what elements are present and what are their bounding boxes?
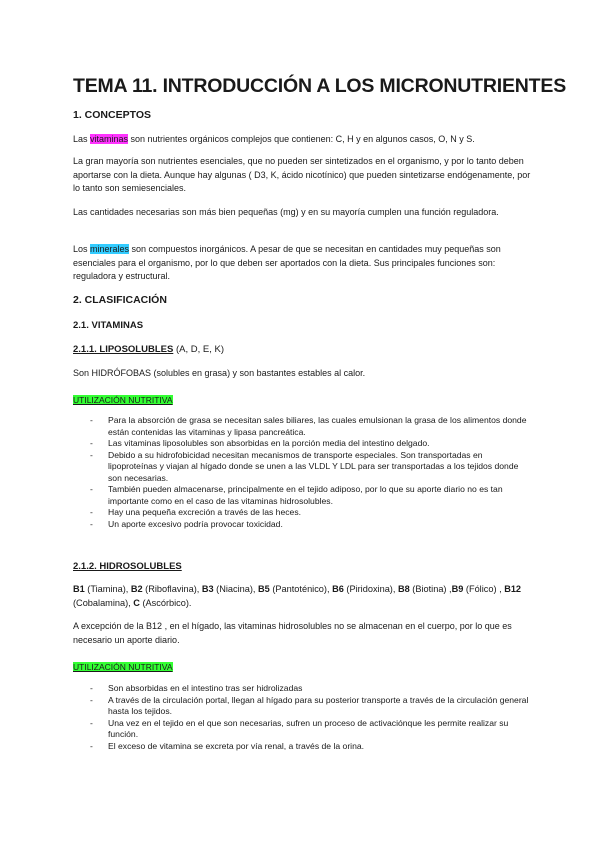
text: son compuestos inorgánicos. A pesar de que se necesitan en cantidades muy pequeñas son esenciales para el organismo, por lo que deben ser aportados con la dieta. Sus principales funciones son: reguladora y estructural. — [73, 244, 501, 281]
label-utilizacion-1 — [73, 390, 533, 408]
vitamin-name: (Riboflavina), — [142, 584, 202, 594]
vitamin-code: B9 — [451, 584, 464, 594]
list-item: - Son absorbidas en el intestino tras ser hidrolizadas — [73, 683, 533, 695]
vitamin-code: B1 — [73, 584, 85, 594]
vitamin-code: B5 — [258, 584, 270, 594]
vitamin-code: B8 — [397, 584, 410, 594]
paragraph-b12: A excepción de la B12 , en el hígado, las vitaminas hidrosolubles no se almacenan en el cuerpo, por lo que es necesario un aporte diario. — [73, 621, 512, 645]
vitamin-name: (Pantoténico), — [269, 584, 333, 594]
subsection-heading-liposolubles — [73, 344, 533, 355]
vitamin-name: (Piridoxina), — [343, 584, 398, 594]
paragraph-vitaminas — [73, 133, 533, 147]
page-title: TEMA 11. INTRODUCCIÓN A LOS MICRONUTRIENTES — [73, 75, 567, 97]
section-heading-clasificacion: 2. CLASIFICACIÓN — [73, 294, 167, 306]
paragraph-hidrofobas: Son HIDRÓFOBAS (solubles en grasa) y son bastantes estables al calor. — [73, 368, 366, 378]
list-item: - Para la absorción de grasa se necesitan sales biliares, las cuales emulsionan la grasa de los alimentos donde están contenidas las vitaminas y lipasa pancreática. — [73, 415, 533, 438]
section-heading-conceptos: 1. CONCEPTOS — [73, 109, 151, 121]
paragraph-hidrosolubles-list — [73, 583, 533, 610]
vitamin-code: B3 — [201, 584, 214, 594]
vitamin-code: B12 — [504, 584, 522, 594]
heading-tail: (A, D, E, K) — [173, 344, 224, 355]
vitamin-name: (Tiamina), — [84, 584, 131, 594]
text: Los — [73, 244, 91, 254]
vitamin-name: (Fólico) , — [463, 584, 505, 594]
list-item: - Hay una pequeña excreción a través de las heces. — [73, 507, 533, 519]
subsection-heading-vitaminas: 2.1. VITAMINAS — [73, 320, 144, 331]
list-hidrosolubles — [73, 683, 533, 752]
list-item: - A través de la circulación portal, llegan al hígado para su posterior transporte a través de la circulación general hasta los tejidos. — [73, 695, 533, 718]
paragraph-cantidades: Las cantidades necesarias son más bien pequeñas (mg) y en su mayoría cumplen una función reguladora. — [73, 207, 499, 217]
vitamin-code: B2 — [130, 584, 143, 594]
heading-text: 2.1.2. HIDROSOLUBLES — [73, 561, 182, 572]
list-item: - Una vez en el tejido en el que son necesarias, sufren un proceso de activaciónque les permite realizar su función. — [73, 718, 533, 741]
text: son nutrientes orgánicos complejos que contienen: C, H y en algunos casos, O, N y S. — [128, 134, 475, 144]
vitamin-name: (Ascórbico). — [139, 597, 192, 608]
highlight-minerales: minerales — [90, 244, 130, 254]
highlight-utilizacion: UTILIZACIÓN NUTRITIVA — [73, 395, 173, 405]
vitamin-name: (Niacina), — [213, 584, 259, 594]
list-liposolubles — [73, 415, 533, 530]
vitamin-name: (Cobalamina), — [73, 597, 134, 608]
list-item: - Debido a su hidrofobicidad necesitan mecanismos de transporte especiales. Son transportadas en lipoproteínas y viajan al hígado donde se unen a las VLDL Y LDL para ser transportadas a los tejidos donde son necesarias. — [73, 450, 533, 485]
vitamin-code: C — [133, 597, 140, 608]
subsection-heading-hidrosolubles — [73, 561, 533, 572]
paragraph-esenciales: La gran mayoría son nutrientes esenciales, que no pueden ser sintetizados en el organismo, y por lo tanto deben aportarse con la dieta. Aunque hay algunas ( D3, K, ácido nicotínico) que pueden sintetizarse endógenamente, por lo tanto son semiesenciales. — [73, 156, 531, 193]
vitamin-name: (Biotina) , — [409, 584, 452, 594]
vitamin-code: B6 — [332, 584, 344, 594]
text: Las — [73, 134, 91, 144]
label-utilizacion-2 — [73, 657, 533, 675]
list-item: - Un aporte excesivo podría provocar toxicidad. — [73, 519, 533, 531]
paragraph-minerales — [73, 243, 533, 284]
heading-text: 2.1.1. LIPOSOLUBLES — [73, 344, 174, 355]
list-item: - Las vitaminas liposolubles son absorbidas en la porción media del intestino delgado. — [73, 438, 533, 450]
list-item: - El exceso de vitamina se excreta por vía renal, a través de la orina. — [73, 741, 533, 753]
highlight-utilizacion: UTILIZACIÓN NUTRITIVA — [73, 662, 173, 672]
list-item: - También pueden almacenarse, principalmente en el tejido adiposo, por lo que su aporte diario no es tan importante como en el caso de las vitaminas hidrosolubles. — [73, 484, 533, 507]
highlight-vitaminas: vitaminas — [90, 134, 129, 144]
